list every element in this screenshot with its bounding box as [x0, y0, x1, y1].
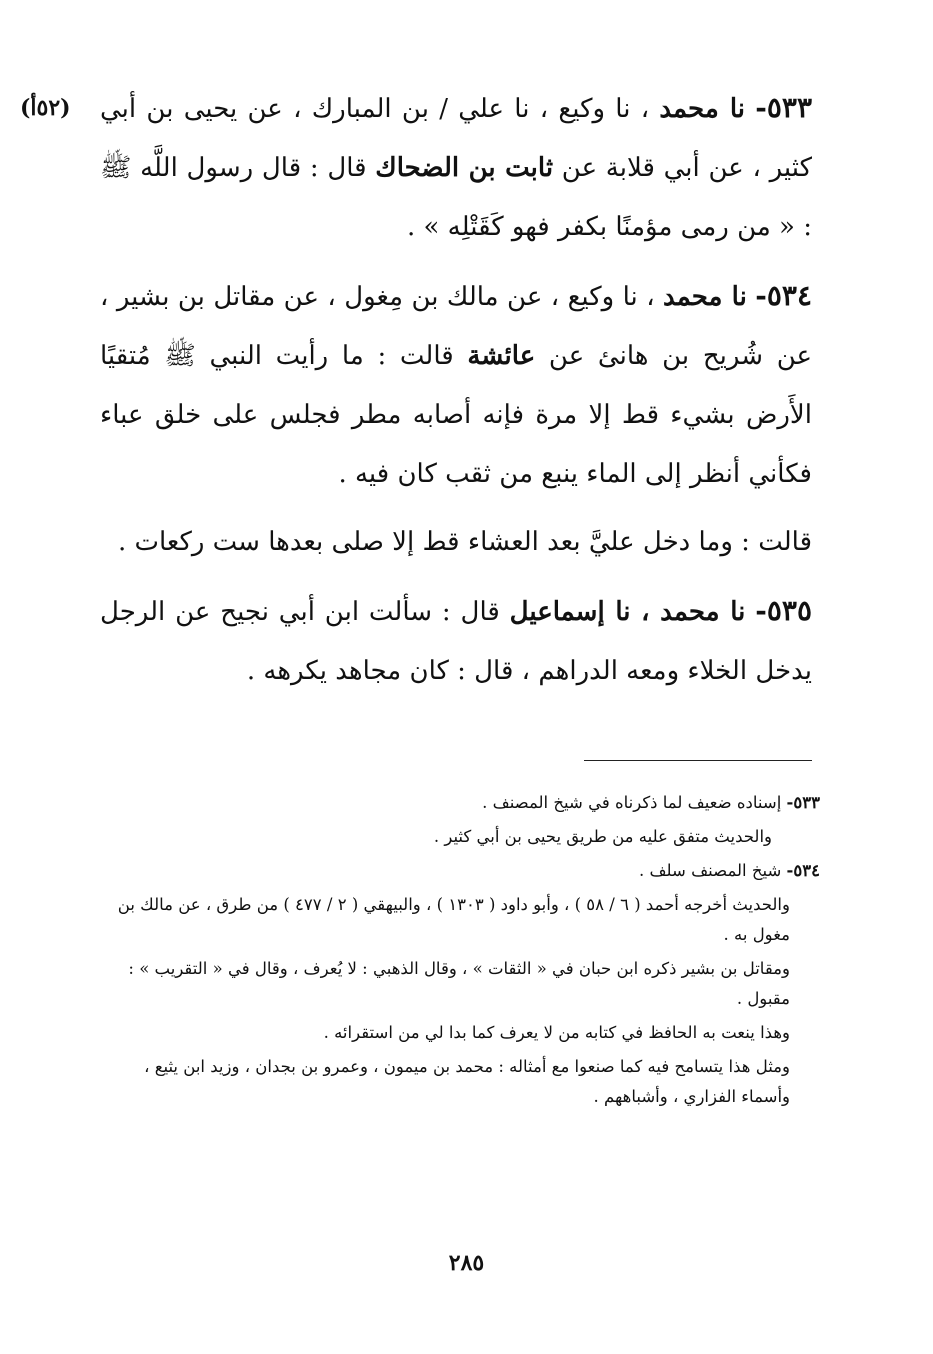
hadith-text: ، نا وكيع ، نا علي / بن المبارك ، عن يحيى بن أبي كثير ، عن أبي قلابة عن — [100, 94, 812, 183]
hadith-text: ، نا وكيع ، عن مالك بن مِغول ، عن مقاتل بن بشير ، عن شُريح بن هانئ عن — [100, 282, 813, 371]
narrator: نا محمد — [659, 94, 745, 124]
hadith-text: قالت : ما رأيت النبي ﷺ مُتقيًا الأَرض بشيء قط إلا مرة فإنه أصابه مطر فجلس على خلق عباء فكأني أنظر إلى الماء ينبع من ثقب كان فيه . — [100, 341, 812, 489]
footnote-text: ومقاتل بن بشير ذكره ابن حبان في « الثقات » ، وقال الذهبي : لا يُعرف ، وقال في « التقريب » : مقبول . — [128, 959, 790, 1008]
footnote-text: والحديث أخرجه أحمد ( ٦ / ٥٨ ) ، وأبو داود ( ١٣٠٣ ) ، والبيهقي ( ٢ / ٤٧٧ ) من طرق ، عن مالك بن مغول به . — [117, 895, 790, 944]
hadith-text: قال : سألت ابن أبي نجيح عن الرجل يدخل الخلاء ومعه الدراهم ، قال : كان مجاهد يكرهه . — [100, 597, 812, 686]
footnote-line — [105, 954, 820, 1014]
footnote-text: ومثل هذا يتسامح فيه كما صنعوا مع أمثاله : محمد بن ميمون ، وعمرو بن بجدان ، وزيد ابن يثيع ، وأسماء الفزاري ، وأشباههم . — [144, 1057, 790, 1106]
footnote-text: وهذا ينعت به الحافظ في كتابه من لا يعرف كما بدا لي من استقرائه . — [323, 1023, 790, 1042]
footnote-separator — [584, 760, 812, 761]
footnote-line — [105, 1018, 820, 1048]
main-text — [100, 78, 812, 710]
footnote-534 — [105, 856, 820, 886]
hadith-number: ٥٣٣- — [755, 91, 813, 124]
footnote-text: شيخ المصنف سلف . — [638, 861, 787, 880]
footnote-line — [105, 822, 820, 852]
footnote-line — [105, 890, 820, 950]
narrator: نا محمد — [663, 282, 747, 312]
companion-name: عائشة — [467, 341, 536, 371]
hadith-534 — [100, 266, 812, 504]
footnote-number: ٥٣٤- — [786, 861, 820, 880]
narrator: نا محمد ، نا إسماعيل — [509, 597, 746, 627]
hadith-text: قالت : وما دخل عليَّ بعد العشاء قط إلا صلى بعدها ست ركعات . — [117, 527, 812, 557]
companion-name: ثابت بن الضحاك — [375, 153, 554, 183]
hadith-number: ٥٣٤- — [755, 279, 812, 312]
hadith-535 — [100, 581, 812, 701]
footnote-533 — [105, 788, 820, 818]
footnote-line — [105, 1052, 820, 1112]
hadith-534-continuation — [100, 513, 812, 572]
page-number: ٢٨٥ — [448, 1250, 485, 1276]
hadith-533 — [100, 78, 812, 257]
manuscript-folio-reference: (٥٢أ) — [20, 95, 71, 121]
footnote-text: والحديث متفق عليه من طريق يحيى بن أبي كثير . — [433, 827, 772, 846]
footnotes — [105, 788, 820, 1116]
footnote-text: إسناده ضعيف لما ذكرناه في شيخ المصنف . — [482, 793, 787, 812]
hadith-text: قال : قال رسول اللَّه ﷺ : « من رمى مؤمنًا بكفر فهو كَقَتْلِه » . — [100, 153, 812, 242]
hadith-number: ٥٣٥- — [755, 594, 813, 627]
footnote-number: ٥٣٣- — [786, 793, 820, 812]
